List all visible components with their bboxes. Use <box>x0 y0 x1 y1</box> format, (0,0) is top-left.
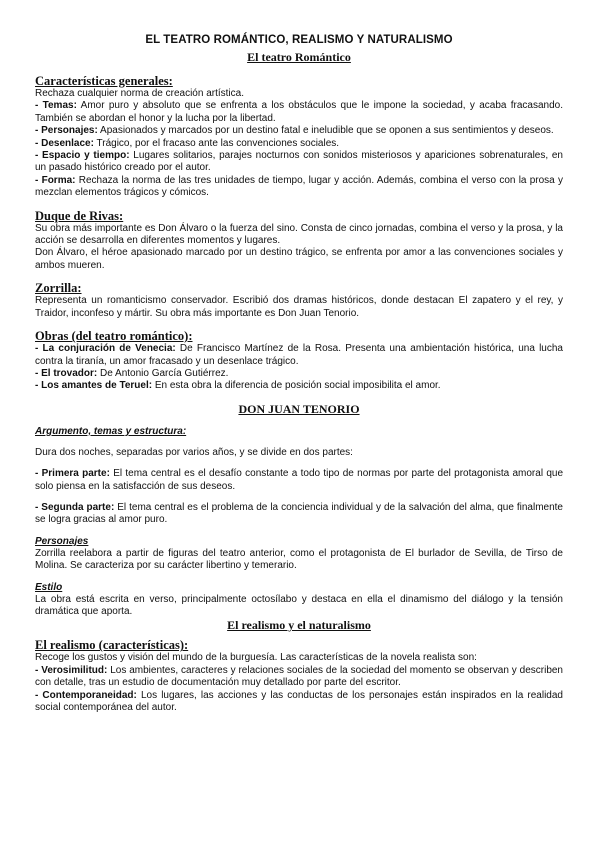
text-espacio: Lugares solitarios, parajes nocturnos con sonidos misteriosos y apariciones sobrenaturales, en un pasado histórico creado por el autor. <box>35 150 563 174</box>
heading-duque-rivas: Duque de Rivas: <box>35 208 124 223</box>
heading-realismo: El realismo (características): <box>35 638 189 653</box>
label-espacio: - Espacio y tiempo: <box>35 150 130 162</box>
text-amantes: En esta obra la diferencia de posición social imposibilita el amor. <box>152 380 441 392</box>
caracteristicas-intro: Rechaza cualquier norma de creación artística. <box>35 88 244 99</box>
label-contemporaneidad: - Contemporaneidad: <box>35 689 137 701</box>
duque-paragraph-2: Don Álvaro, el héroe apasionado marcado por un destino trágico, se enfrenta por amor a las convenciones sociales y ambos mueren. <box>35 247 563 271</box>
obra-conjuracion <box>35 343 563 368</box>
text-conjuracion: De Francisco Martínez de la Rosa. Presenta una ambientación histórica, una lucha contra la tiranía, un amor fracasado y un desenlace trágico. <box>35 343 563 367</box>
label-forma: - Forma: <box>35 174 76 186</box>
heading-estilo: Estilo <box>35 581 63 593</box>
primera-parte <box>35 468 563 493</box>
heading-argumento: Argumento, temas y estructura: <box>35 425 187 437</box>
label-conjuracion: - La conjuración de Venecia: <box>35 343 176 355</box>
duque-paragraph-1: Su obra más importante es Don Álvaro o la fuerza del sino. Consta de cinco jornadas, combina el verso y la prosa, y la acción se desarrolla en diferentes momentos y lugares. <box>35 222 563 247</box>
text-forma: Rechaza la norma de las tres unidades de tiempo, lugar y acción. Además, combina el verso con la prosa y mezclan elementos trágicos y cómicos. <box>35 174 563 199</box>
realismo-verosimilitud <box>35 665 563 690</box>
estilo-paragraph: La obra está escrita en verso, principalmente octosílabo y destaca en ella el dinamismo del diálogo y la tensión dramática que aporta. <box>35 593 563 617</box>
heading-obras: Obras (del teatro romántico): <box>35 329 193 344</box>
label-amantes: - Los amantes de Teruel: <box>35 380 153 392</box>
document-title: EL TEATRO ROMÁNTICO, REALISMO Y NATURALISMO <box>145 34 453 46</box>
label-temas: - Temas: <box>35 100 77 112</box>
label-desenlace: - Desenlace: <box>35 137 94 149</box>
caracteristica-personajes <box>35 125 563 137</box>
obra-amantes <box>35 380 563 392</box>
personajes-paragraph: Zorrilla reelabora a partir de figuras del teatro anterior, como el protagonista de El burlador de Sevilla, de Tirso de Molina. Se caracteriza por su carácter libertino y temerario. <box>35 547 563 572</box>
text-desenlace: Trágico, por el fracaso ante las convenciones sociales. <box>93 137 340 149</box>
text-trovador: De Antonio García Gutiérrez. <box>97 367 229 379</box>
heading-zorrilla: Zorrilla: <box>35 281 82 296</box>
caracteristica-desenlace <box>35 138 563 150</box>
label-personajes: - Personajes: <box>35 125 98 137</box>
caracteristica-forma <box>35 175 563 200</box>
segunda-parte <box>35 502 563 527</box>
zorrilla-paragraph: Representa un romanticismo conservador. Escribió dos dramas históricos, donde destacan El zapatero y el rey, y Traidor, inconfeso y mártir. Su obra más importante es Don Juan Tenorio. <box>35 295 563 319</box>
text-verosimilitud: Los ambientes, caracteres y relaciones sociales de la sociedad del momento se observan y describen con detalle, tras un estudio de documentación muy detallado por parte del escritor. <box>35 664 563 689</box>
section-title-realismo: El realismo y el naturalismo <box>227 618 371 633</box>
section-title-don-juan: DON JUAN TENORIO <box>238 401 360 416</box>
label-segunda-parte: - Segunda parte: <box>35 501 115 513</box>
label-trovador: - El trovador: <box>35 367 98 379</box>
heading-personajes: Personajes <box>35 535 89 547</box>
label-primera-parte: - Primera parte: <box>35 468 110 480</box>
realismo-contemporaneidad <box>35 690 563 715</box>
label-verosimilitud: - Verosimilitud: <box>35 664 108 676</box>
text-personajes: Apasionados y marcados por un destino fatal e ineludible que se oponen a sus sentimientos y deseos. <box>97 125 554 137</box>
section-title-teatro-romantico: El teatro Romántico <box>247 50 351 64</box>
caracteristica-temas <box>35 100 563 125</box>
obra-trovador <box>35 368 563 380</box>
argumento-intro: Dura dos noches, separadas por varios años, y se divide en dos partes: <box>35 446 353 458</box>
text-contemporaneidad: Los lugares, las acciones y las conductas de los personajes están inspirados en la realidad social contemporánea del autor. <box>35 689 563 713</box>
text-temas: Amor puro y absoluto que se enfrenta a los obstáculos que le impone la sociedad, y acaba fracasando. También se abordan el honor y la lucha por la libertad. <box>35 100 564 124</box>
text-primera-parte: El tema central es el desafío constante a todo tipo de normas por parte del protagonista amoral que solo piensa en la satisfacción de sus deseos. <box>35 468 564 492</box>
caracteristica-espacio <box>35 150 563 175</box>
heading-caracteristicas: Características generales: <box>35 74 173 88</box>
realismo-intro: Recoge los gustos y visión del mundo de la burguesía. Las características de la novela realista son: <box>35 652 477 664</box>
text-segunda-parte: El tema central es el problema de la conciencia individual y de la salvación del alma, que finalmente se logra gracias al amor puro. <box>35 501 563 526</box>
